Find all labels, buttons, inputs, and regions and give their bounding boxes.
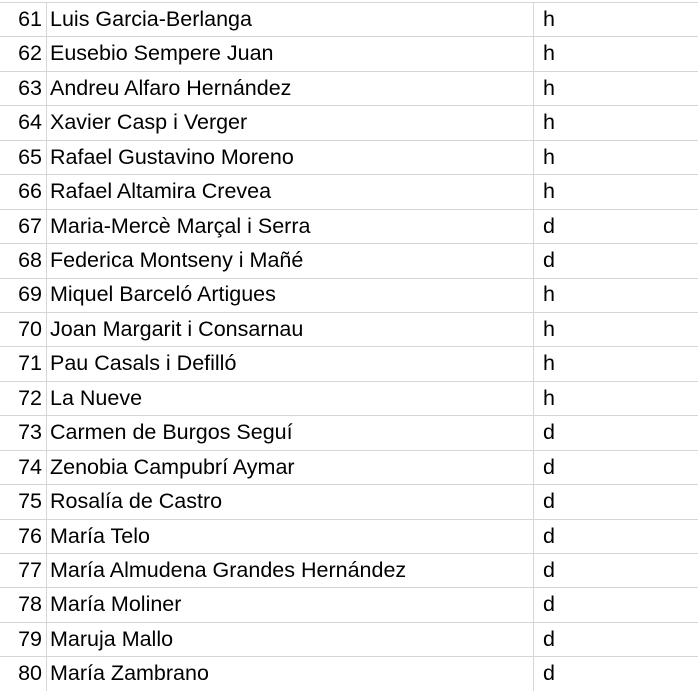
category-cell[interactable]: h [543,385,555,410]
name-cell[interactable]: María Telo [47,520,534,553]
name-cell[interactable]: María Moliner [47,588,534,621]
row-number-cell[interactable]: 73 [0,416,47,449]
table-row [0,450,698,484]
category-cell[interactable]: h [543,6,555,31]
category-cell[interactable]: d [543,592,555,617]
name-cell[interactable]: Eusebio Sempere Juan [47,37,534,70]
category-cell[interactable]: d [543,489,555,514]
name-cell[interactable]: María Zambrano [47,657,534,690]
table-row [0,656,698,690]
row-number-cell[interactable]: 79 [0,623,47,656]
category-cell[interactable]: h [543,110,555,135]
category-cell[interactable]: h [543,144,555,169]
category-cell[interactable]: d [543,626,555,651]
category-cell[interactable]: h [543,41,555,66]
table-row [0,71,698,105]
name-cell[interactable]: Maruja Mallo [47,623,534,656]
category-cell[interactable]: d [543,557,555,582]
row-number-cell[interactable]: 68 [0,244,47,277]
row-number-cell[interactable]: 70 [0,313,47,346]
row-number-cell[interactable]: 64 [0,106,47,139]
row-number-cell[interactable]: 72 [0,382,47,415]
name-cell[interactable]: Pau Casals i Defilló [47,347,534,380]
row-number-cell[interactable]: 78 [0,588,47,621]
table-row [0,209,698,243]
row-number-cell[interactable]: 76 [0,520,47,553]
row-number-cell[interactable]: 71 [0,347,47,380]
table-row [0,2,698,36]
category-cell[interactable]: h [543,179,555,204]
name-cell[interactable]: Rafael Altamira Crevea [47,175,534,208]
row-number-cell[interactable]: 63 [0,72,47,105]
category-cell[interactable]: h [543,75,555,100]
category-cell[interactable]: h [543,316,555,341]
table-row [0,519,698,553]
table-row [0,484,698,518]
name-cell[interactable]: María Almudena Grandes Hernández [47,554,534,587]
table-row [0,415,698,449]
category-cell[interactable]: d [543,213,555,238]
row-number-cell[interactable]: 66 [0,175,47,208]
table-row [0,346,698,380]
name-cell[interactable]: Luis Garcia-Berlanga [47,3,534,36]
row-number-cell[interactable]: 75 [0,485,47,518]
row-number-cell[interactable]: 65 [0,141,47,174]
table-row [0,105,698,139]
name-cell[interactable]: Federica Montseny i Mañé [47,244,534,277]
row-number-cell[interactable]: 77 [0,554,47,587]
category-cell[interactable]: h [543,351,555,376]
name-cell[interactable]: Joan Margarit i Consarnau [47,313,534,346]
table-row [0,622,698,656]
name-cell[interactable]: Zenobia Campubrí Aymar [47,451,534,484]
name-cell[interactable]: Maria-Mercè Marçal i Serra [47,210,534,243]
name-cell[interactable]: Xavier Casp i Verger [47,106,534,139]
table-row [0,174,698,208]
category-cell[interactable]: d [543,420,555,445]
row-number-cell[interactable]: 61 [0,3,47,36]
table-row [0,36,698,70]
category-cell[interactable]: d [543,661,555,686]
table-body [0,2,698,691]
table-row [0,243,698,277]
name-cell[interactable]: La Nueve [47,382,534,415]
row-number-cell[interactable]: 67 [0,210,47,243]
row-number-cell[interactable]: 80 [0,657,47,690]
table-row [0,140,698,174]
name-cell[interactable]: Miquel Barceló Artigues [47,279,534,312]
name-cell[interactable]: Andreu Alfaro Hernández [47,72,534,105]
table-row [0,553,698,587]
row-number-cell[interactable]: 74 [0,451,47,484]
table-row [0,312,698,346]
name-cell[interactable]: Rafael Gustavino Moreno [47,141,534,174]
name-cell[interactable]: Rosalía de Castro [47,485,534,518]
name-cell[interactable]: Carmen de Burgos Seguí [47,416,534,449]
category-cell[interactable]: h [543,282,555,307]
category-cell[interactable]: d [543,248,555,273]
row-number-cell[interactable]: 69 [0,279,47,312]
category-cell[interactable]: d [543,523,555,548]
table-row [0,587,698,621]
category-cell[interactable]: d [543,454,555,479]
row-number-cell[interactable]: 62 [0,37,47,70]
table-row [0,278,698,312]
table-row [0,381,698,415]
